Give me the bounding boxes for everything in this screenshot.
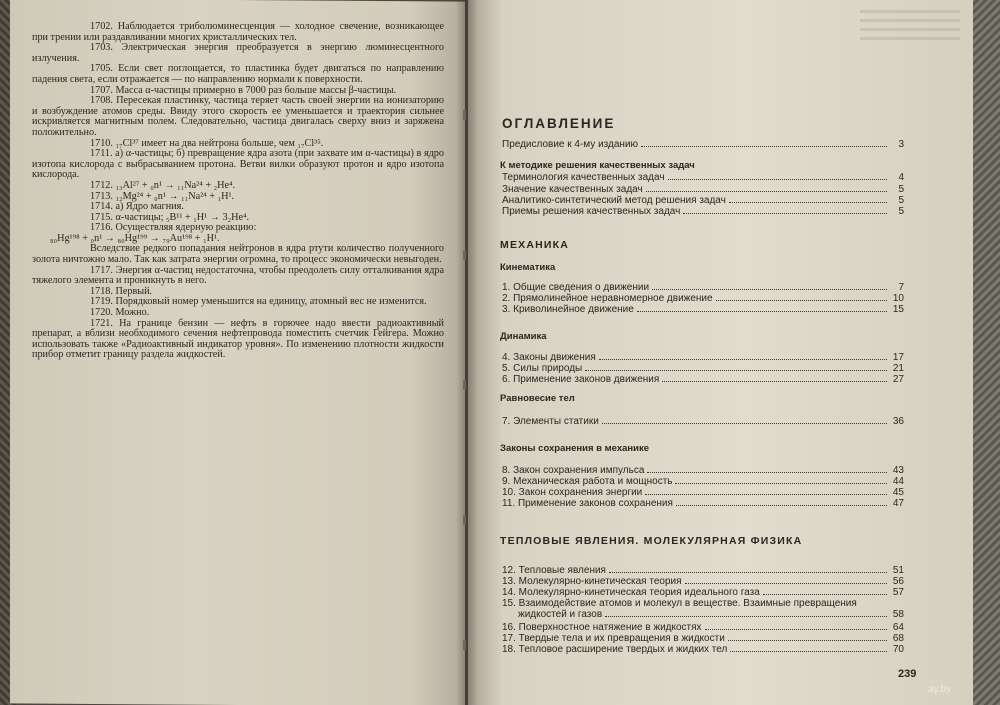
toc-entry: Приемы решения качественных задач 5 [502, 206, 904, 217]
answer-paragraph: 1718. Первый. [90, 285, 153, 297]
answer-paragraph: 1713. ₁₂Mg²⁴ + ₀n¹ → ₁₁Na²⁴ + ₁H¹. [90, 190, 235, 202]
answer-paragraph: 1703. Электрическая энергия преобразуется в энергию люминесцентного излучения. [32, 42, 444, 64]
toc-heading-dynamics: Динамика [500, 331, 547, 342]
binding-stitch [463, 380, 466, 390]
toc-entry: 6. Применение законов движения 27 [502, 374, 904, 385]
answer-paragraph: Вследствие редкого попадания нейтронов в ядра ртути количество полученного золота ничтожно мало. Так как затрата энергии огромна, то процесс экономически невыгоден. [32, 243, 444, 266]
toc-entry: 11. Применение законов сохранения 47 [502, 498, 904, 509]
answer-paragraph: 1719. Порядковый номер уменьшится на единицу, атомный вес не изменится. [90, 296, 427, 308]
toc-heading-thermal: ТЕПЛОВЫЕ ЯВЛЕНИЯ. МОЛЕКУЛЯРНАЯ ФИЗИКА [500, 535, 803, 547]
binding-stitch [463, 515, 466, 525]
answer-paragraph: 1714. а) Ядро магния. [90, 201, 184, 213]
toc-entry: 13. Молекулярно-кинетическая теория 56 [502, 576, 904, 587]
toc-entry-line: 15. Взаимодействие атомов и молекул в веществе. Взаимные превращения [502, 598, 857, 609]
page-number: 239 [898, 668, 917, 680]
toc-entry: 12. Тепловые явления 51 [502, 565, 904, 576]
toc-entry: Терминология качественных задач 4 [502, 172, 904, 183]
toc-entry-preface: Предисловие к 4-му изданию 3 [502, 139, 904, 150]
answer-paragraph: 1711. а) α-частицы; б) превращение ядра азота (при захвате им α-частицы) в ядро изотопа кислорода с выбрасыванием протона. Ветви вилки образуют протон и ядро изотопа кислорода. [32, 148, 444, 181]
answer-paragraph: 1721. На границе бензин — нефть в горючее надо ввести радиоактивный препарат, а вблизи необходимого сечения нефтепровода поместить счетчик Гейгера. Можно использовать также «Радиоактивный индикатор уровня». По изменению плотности жидкости прибор отметит границу раздела жидкостей. [32, 317, 444, 361]
toc-heading-conservation: Законы сохранения в механике [500, 443, 650, 454]
watermark: ay.by [928, 684, 952, 695]
page-edge-ghost-text [860, 10, 960, 44]
answer-paragraph: 1705. Если свет поглощается, то пластинка будет двигаться по направлению падения света, если отражается — по направлению нормали к поверхности. [32, 63, 444, 85]
toc-heading-mechanics: МЕХАНИКА [500, 239, 570, 251]
toc-entry: 17. Твердые тела и их превращения в жидкости 68 [502, 633, 904, 644]
answer-paragraph: 1710. ₁₇Cl³⁷ имеет на два нейтрона больше, чем ₁₇Cl³⁵. [90, 137, 324, 149]
toc-heading-kinematics: Кинематика [500, 262, 556, 273]
answer-paragraph: 1715. α-частицы; ₅B¹¹ + ₁H¹ → 3₂He⁴. [90, 211, 250, 223]
answer-paragraph: 1712. ₁₃Al²⁷ + ₀n¹ → ₁₁Na²⁴ + ₂He⁴. [90, 179, 236, 191]
toc-entry: 5. Силы природы 21 [502, 363, 904, 374]
answer-paragraph: 1716. Осуществляя ядерную реакцию: [90, 222, 257, 234]
answer-paragraph: 1708. Пересекая пластинку, частица теряет часть своей энергии на ионизаторию и возбуждение атомов среды. Ввиду этого скорость ее уменьшается и траектория сильнее искривляется магнитным полем. Следовательно, частица двигалась сверху вниз и заряжена положительно. [32, 95, 444, 138]
toc-entry: 16. Поверхностное натяжение в жидкостях 64 [502, 622, 904, 633]
toc-entry: 2. Прямолинейное неравномерное движение 10 [502, 293, 904, 304]
binding-stitch [463, 110, 466, 120]
binding-stitch [463, 640, 466, 650]
toc-title: ОГЛАВЛЕНИЕ [502, 116, 616, 131]
answer-paragraph: 1717. Энергия α-частиц недостаточна, чтобы преодолеть силу отталкивания ядра тяжелого элемента и проникнуть в него. [32, 264, 444, 287]
toc-entry: 14. Молекулярно-кинетическая теория идеального газа 57 [502, 587, 904, 598]
book-gutter [456, 0, 478, 705]
binding-stitch [463, 250, 466, 260]
toc-entry: 18. Тепловое расширение твердых и жидких тел 70 [502, 644, 904, 655]
carpet-background-right [970, 0, 1000, 705]
answer-paragraph: 1702. Наблюдается триболюминесценция — холодное свечение, возникающее при трении или раздавливании многих кристаллических тел. [32, 21, 444, 43]
toc-entry: жидкостей и газов 58 [518, 609, 904, 620]
answers-text [32, 22, 444, 361]
reaction-equation: ₈₀Hg¹⁹⁸ + ₀n¹ → ₈₀Hg¹⁹⁹ → ₇₉Au¹⁹⁸ + ₁H¹. [50, 232, 220, 244]
toc-entry: 3. Криволинейное движение 15 [502, 304, 904, 315]
toc-entry: 4. Законы движения 17 [502, 352, 904, 363]
toc-heading-equilibrium: Равновесие тел [500, 393, 575, 404]
toc-entry: Аналитико-синтетический метод решения задач 5 [502, 195, 904, 206]
toc-heading-method: К методике решения качественных задач [500, 160, 695, 171]
toc-entry: 9. Механическая работа и мощность 44 [502, 476, 904, 487]
toc-entry: 1. Общие сведения о движении 7 [502, 282, 904, 293]
toc-entry: 8. Закон сохранения импульса 43 [502, 465, 904, 476]
toc-entry: 10. Закон сохранения энергии 45 [502, 487, 904, 498]
toc-entry: Значение качественных задач 5 [502, 184, 904, 195]
answer-paragraph: 1720. Можно. [90, 307, 150, 319]
toc-entry: 7. Элементы статики 36 [502, 416, 904, 427]
answer-paragraph: 1707. Масса α-частицы примерно в 7000 раз больше массы β-частицы. [90, 84, 397, 96]
